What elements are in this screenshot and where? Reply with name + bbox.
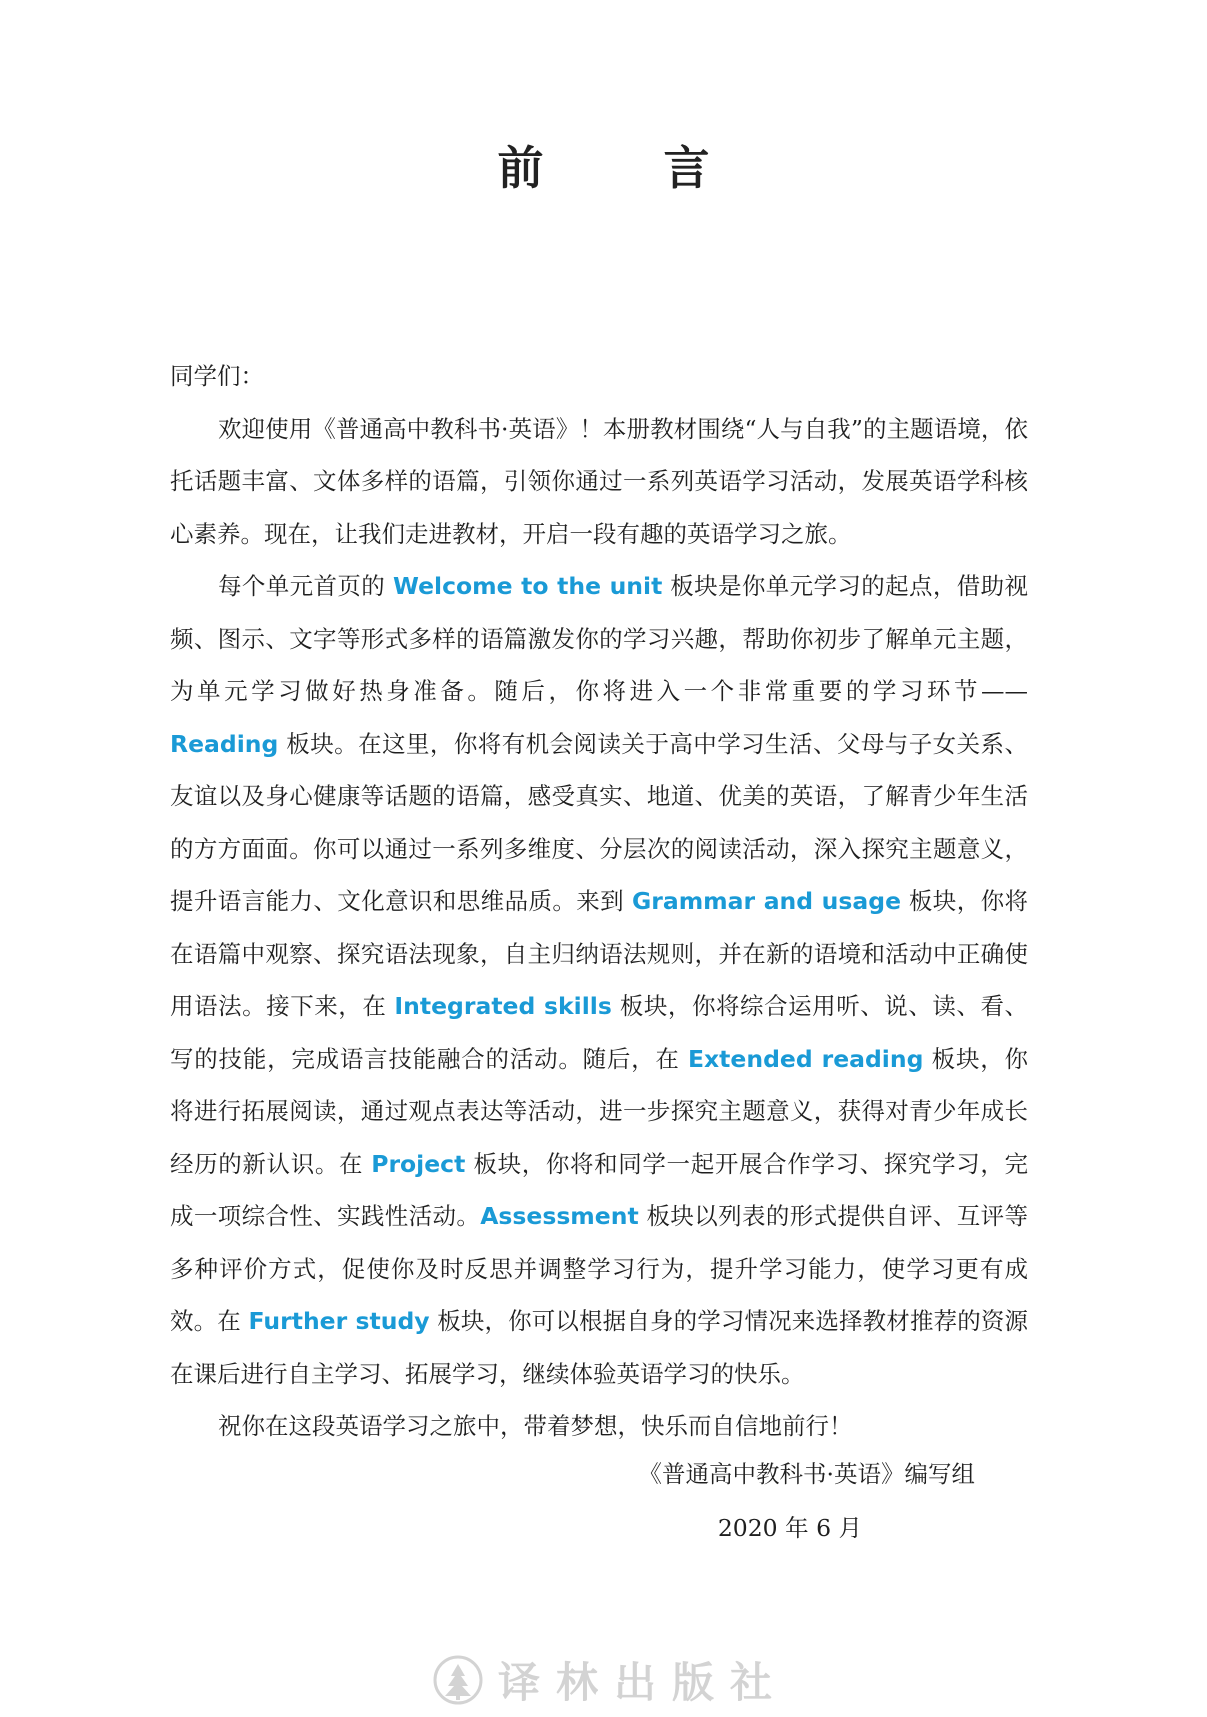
publisher-footer <box>432 1650 788 1710</box>
section-name-further: Further study <box>248 1307 430 1335</box>
paragraph-closing: 祝你在这段英语学习之旅中，带着梦想，快乐而自信地前行！ <box>218 1412 853 1440</box>
text-segment: 板块，你可以根据自身的学习情况来选择教材推荐的资源在课后进行自主学习、拓展学习，继续体验英语学习的快乐。 <box>170 1307 1028 1388</box>
text-segment: 板块，你将和同学一起开展合作学习、探究学习，完成一项综合性、实践性活动。 <box>170 1149 1028 1230</box>
publisher-logo-icon <box>432 1654 484 1706</box>
section-name-reading: Reading <box>170 729 279 758</box>
paragraph-intro: 欢迎使用《普通高中教科书·英语》！本册教材围绕“人与自我”的主题语境，依托话题丰富、文体多样的语篇，引领你通过一系列英语学习活动，发展英语学科核心素养。现在，让我们走进教材，开启一段有趣的英语学习之旅。 <box>170 414 1028 548</box>
section-name-assessment: Assessment <box>480 1202 639 1230</box>
section-name-grammar: Grammar and usage <box>631 887 902 915</box>
text-segment: 每个单元首页的 <box>218 572 386 600</box>
page-title: 前 言 <box>497 141 762 195</box>
greeting: 同学们： <box>170 362 264 390</box>
text-segment: 板块是你单元学习的起点，借助视频、图示、文字等形式多样的语篇激发你的学习兴趣，帮助你初步了解单元主题，为单元学习做好热身准备。随后，你将进入一个非常重要的学习环节—— <box>170 572 1029 705</box>
date: 2020 年 6 月 <box>717 1514 862 1542</box>
paragraph-sections <box>170 560 1028 1400</box>
publisher-name: 译林出版社 <box>498 1658 789 1707</box>
text-segment: 板块。在这里，你将有机会阅读关于高中学习生活、父母与子女关系、友谊以及身心健康等话题的语篇，感受真实、地道、优美的英语，了解青少年生活的方方面面。你可以通过一系列多维度、分层次的阅读活动，深入探究主题意义，提升语言能力、文化意识和思维品质。来到 <box>170 729 1028 915</box>
text-segment: 板块，你将综合运用听、说、读、看、写的技能，完成语言技能融合的活动。随后，在 <box>170 992 1028 1073</box>
section-name-integrated: Integrated skills <box>394 992 612 1020</box>
text-segment: 板块以列表的形式提供自评、互评等多种评价方式，促使你及时反思并调整学习行为，提升学习能力，使学习更有成效。在 <box>170 1202 1029 1335</box>
section-name-extended: Extended reading <box>687 1044 924 1073</box>
signature: 《普通高中教科书·英语》编写组 <box>638 1460 975 1488</box>
text-segment: 板块，你将进行拓展阅读，通过观点表达等活动，进一步探究主题意义，获得对青少年成长经历的新认识。在 <box>170 1044 1028 1178</box>
section-name-project: Project <box>371 1149 466 1178</box>
foreword-body <box>170 350 1028 1453</box>
text-segment: 板块，你将在语篇中观察、探究语法现象，自主归纳语法规则，并在新的语境和活动中正确使用语法。接下来，在 <box>170 887 1028 1020</box>
section-name-welcome: Welcome to the unit <box>393 572 663 600</box>
